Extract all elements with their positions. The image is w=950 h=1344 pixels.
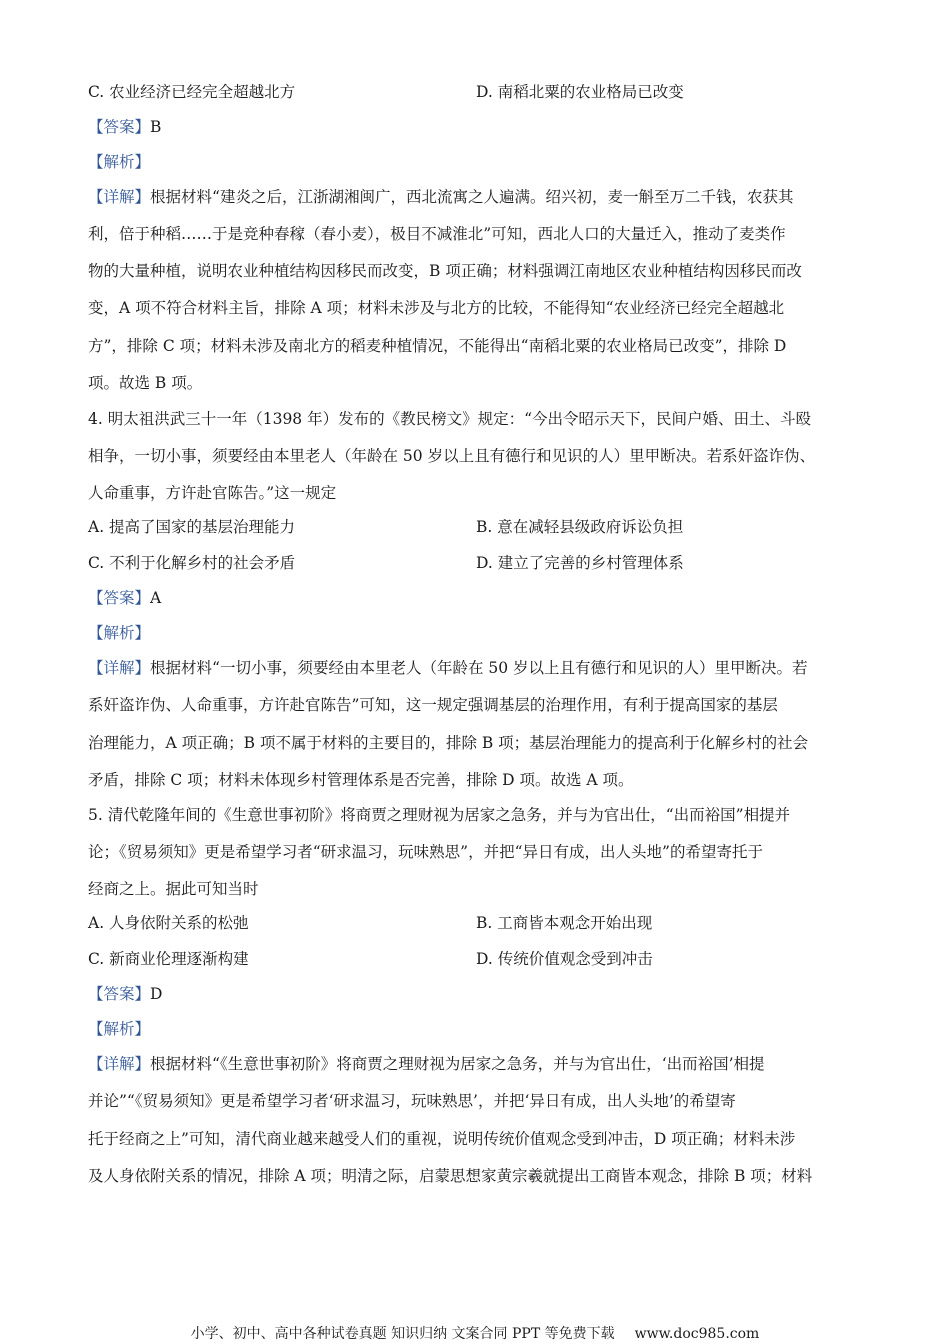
- q4-detail-line: 系奸盗诈伪、人命重事，方许赴官陈告”可知，这一规定强调基层的治理作用，有利于提高国家的基层: [88, 696, 778, 714]
- q3-detail-line: 物的大量种植，说明农业种植结构因移民而改变，B 项正确；材料强调江南地区农业种植结构因移民而改: [88, 262, 802, 280]
- q4-stem-line: 4. 明太祖洪武三十一年（1398 年）发布的《教民榜文》规定：“今出令昭示天下，民间户婚、田土、斗殴: [88, 410, 812, 428]
- q4-stem-line: 相争，一切小事，须要经由本里老人（年龄在 50 岁以上且有德行和见识的人）里甲断决。若系奸盗诈伪、: [88, 447, 816, 465]
- detail-tag: 【详解】: [88, 188, 151, 206]
- q3-detail-line: 项。故选 B 项。: [88, 374, 203, 392]
- q5-stem-line: 5. 清代乾隆年间的《生意世事初阶》将商贾之理财视为居家之急务，并与为官出仕，“出而裕国”相提并: [88, 806, 791, 824]
- q5-option-b: B. 工商皆本观念开始出现: [476, 914, 653, 932]
- footer-text: 小学、初中、高中各种试卷真题 知识归纳 文案合同 PPT 等免费下载: [190, 1326, 615, 1342]
- footer-link[interactable]: www.doc985.com: [634, 1326, 760, 1342]
- q5-answer: [88, 984, 162, 1004]
- q3-detail-line: 变，A 项不符合材料主旨，排除 A 项；材料未涉及与北方的比较，不能得知“农业经济已经完全超越北: [88, 299, 785, 317]
- answer-value: A: [150, 589, 162, 607]
- q4-option-a: A. 提高了国家的基层治理能力: [88, 518, 296, 536]
- q4-option-d: D. 建立了完善的乡村管理体系: [476, 554, 684, 572]
- q4-analysis-heading: [88, 623, 150, 643]
- detail-tag: 【详解】: [88, 659, 151, 677]
- q3-analysis-heading: [88, 152, 150, 172]
- q5-stem-line: 论；《贸易须知》更是希望学习者“研求温习，玩味熟思”，并把“异日有成，出人头地”的希望寄托于: [88, 843, 763, 861]
- answer-tag: 【答案】: [88, 985, 151, 1003]
- analysis-tag: 【解析】: [88, 153, 151, 171]
- q5-detail-line: 托于经商之上”可知，清代商业越来越受人们的重视，说明传统价值观念受到冲击，D 项正确；材料未涉: [88, 1130, 796, 1148]
- q5-detail-line: 及人身依附关系的情况，排除 A 项；明清之际，启蒙思想家黄宗羲就提出工商皆本观念，排除 B 项；材料: [88, 1167, 813, 1185]
- answer-value: D: [150, 985, 163, 1003]
- q5-analysis-heading: [88, 1019, 150, 1039]
- q5-option-a: A. 人身依附关系的松弛: [88, 914, 249, 932]
- q4-option-b: B. 意在减轻县级政府诉讼负担: [476, 518, 684, 536]
- q3-detail-line: 【详解】根据材料“建炎之后，江浙湖湘闽广，西北流寓之人遍满。绍兴初，麦一斛至万二千钱，农获其: [88, 188, 794, 206]
- q4-detail-line: 治理能力，A 项正确；B 项不属于材料的主要目的，排除 B 项；基层治理能力的提高利于化解乡村的社会: [88, 734, 809, 752]
- answer-value: B: [150, 118, 162, 136]
- q5-detail-line: 并论”“《贸易须知》更是希望学习者‘研求温习，玩味熟思’，并把‘异日有成，出人头地’的希望寄: [88, 1092, 736, 1110]
- q3-detail-line: 方”，排除 C 项；材料未涉及南北方的稻麦种植情况，不能得出“南稻北粟的农业格局已改变”，排除 D: [88, 337, 787, 355]
- q5-detail-line: 【详解】根据材料“《生意世事初阶》将商贾之理财视为居家之急务，并与为官出仕，‘出而裕国’相提: [88, 1055, 765, 1073]
- answer-tag: 【答案】: [88, 118, 151, 136]
- q5-stem-line: 经商之上。据此可知当时: [88, 880, 259, 898]
- page-footer: [0, 1325, 950, 1343]
- q4-detail-line: 矛盾，排除 C 项；材料未体现乡村管理体系是否完善，排除 D 项。故选 A 项。: [88, 771, 634, 789]
- analysis-tag: 【解析】: [88, 624, 151, 642]
- q3-answer: [88, 117, 161, 137]
- q4-stem-line: 人命重事，方许赴官陈告。”这一规定: [88, 484, 337, 502]
- detail-tag: 【详解】: [88, 1055, 151, 1073]
- q4-option-c: C. 不利于化解乡村的社会矛盾: [88, 554, 296, 572]
- q5-option-c: C. 新商业伦理逐渐构建: [88, 950, 249, 968]
- q3-option-d: D. 南稻北粟的农业格局已改变: [476, 83, 684, 101]
- answer-tag: 【答案】: [88, 589, 151, 607]
- q4-answer: [88, 588, 161, 608]
- analysis-tag: 【解析】: [88, 1020, 151, 1038]
- q3-detail-line: 利，倍于种稻……于是竞种春稼（春小麦），极目不减淮北”可知，西北人口的大量迁入，推动了麦类作: [88, 225, 786, 243]
- q5-option-d: D. 传统价值观念受到冲击: [476, 950, 653, 968]
- q3-option-c: C. 农业经济已经完全超越北方: [88, 83, 296, 101]
- q4-detail-line: 【详解】根据材料“一切小事，须要经由本里老人（年龄在 50 岁以上且有德行和见识的人）里甲断决。若: [88, 659, 808, 677]
